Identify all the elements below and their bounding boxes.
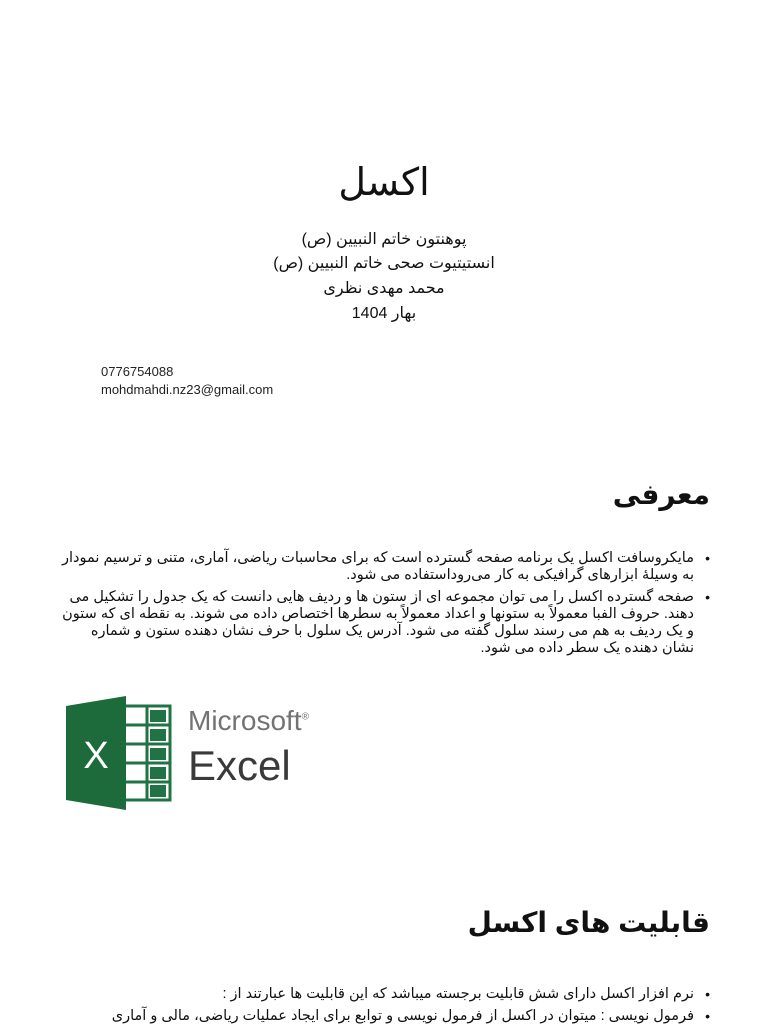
bullet-icon: •: [705, 1008, 710, 1024]
excel-x-letter: X: [83, 735, 109, 777]
institute-name: انستیتیوت صحی خاتم النبیین (ص): [273, 255, 495, 272]
list-item: [60, 550, 710, 584]
registered-mark: ®: [301, 711, 309, 723]
bullet-icon: •: [705, 589, 710, 605]
phone-number: 0776754088: [101, 364, 174, 379]
bullet-text: نرم افزار اکسل دارای شش قابلیت برجسته میباشد که این قابلیت ها عبارتند از :: [222, 986, 694, 1002]
author-name: محمد مهدی نظری: [323, 280, 445, 297]
section-heading-intro: معرفی: [612, 479, 710, 510]
university-name: پوهنتون خاتم النبیین (ص): [301, 231, 467, 248]
capabilities-bullet-list: [60, 986, 710, 1030]
bullet-text: مایکروسافت اکسل یک برنامه صفحه گسترده است که برای محاسبات ریاضی، آماری، متنی و ترسیم نمودار به وسیلهٔ ابزارهای گرافیکی به کار می‌رود‌استفاده می شود.: [62, 550, 694, 583]
document-title: اکسل: [338, 162, 430, 204]
bullet-icon: •: [705, 986, 710, 1002]
section-heading-capabilities: قابلیت های اکسل: [467, 907, 710, 938]
list-item: [60, 589, 710, 657]
list-item: [60, 986, 710, 1003]
logo-brand-text: [188, 705, 309, 737]
semester: بهار 1404: [351, 305, 417, 322]
logo-product-text: Excel: [188, 742, 291, 789]
list-item: [60, 1008, 710, 1025]
logo-brand-word: Microsoft: [188, 705, 302, 736]
intro-bullet-list: [60, 550, 710, 662]
bullet-icon: •: [705, 550, 710, 566]
bullet-text: صفحه گسترده اکسل را می توان مجموعه ای از ستون ها و ردیف هایی دانست که یک جدول را تشکیل می دهند. حروف الفبا معمولاً به ستونها و اعداد معمولاً به سطرها اختصاص داده می شوند. به نقطه ای که ستون و یک ردیف به هم می رسند سلول گفته می شود. آدرس یک سلول با حرف نشان دهنده ستون و شماره نشان دهنده یک سطر داده می شود.: [62, 589, 694, 656]
email-address[interactable]: mohdmahdi.nz23@gmail.com: [101, 382, 274, 397]
bullet-text: فرمول نویسی : میتوان در اکسل از فرمول نویسی و توابع برای ایجاد عملیات ریاضی، مالی و آماری: [111, 1008, 694, 1024]
